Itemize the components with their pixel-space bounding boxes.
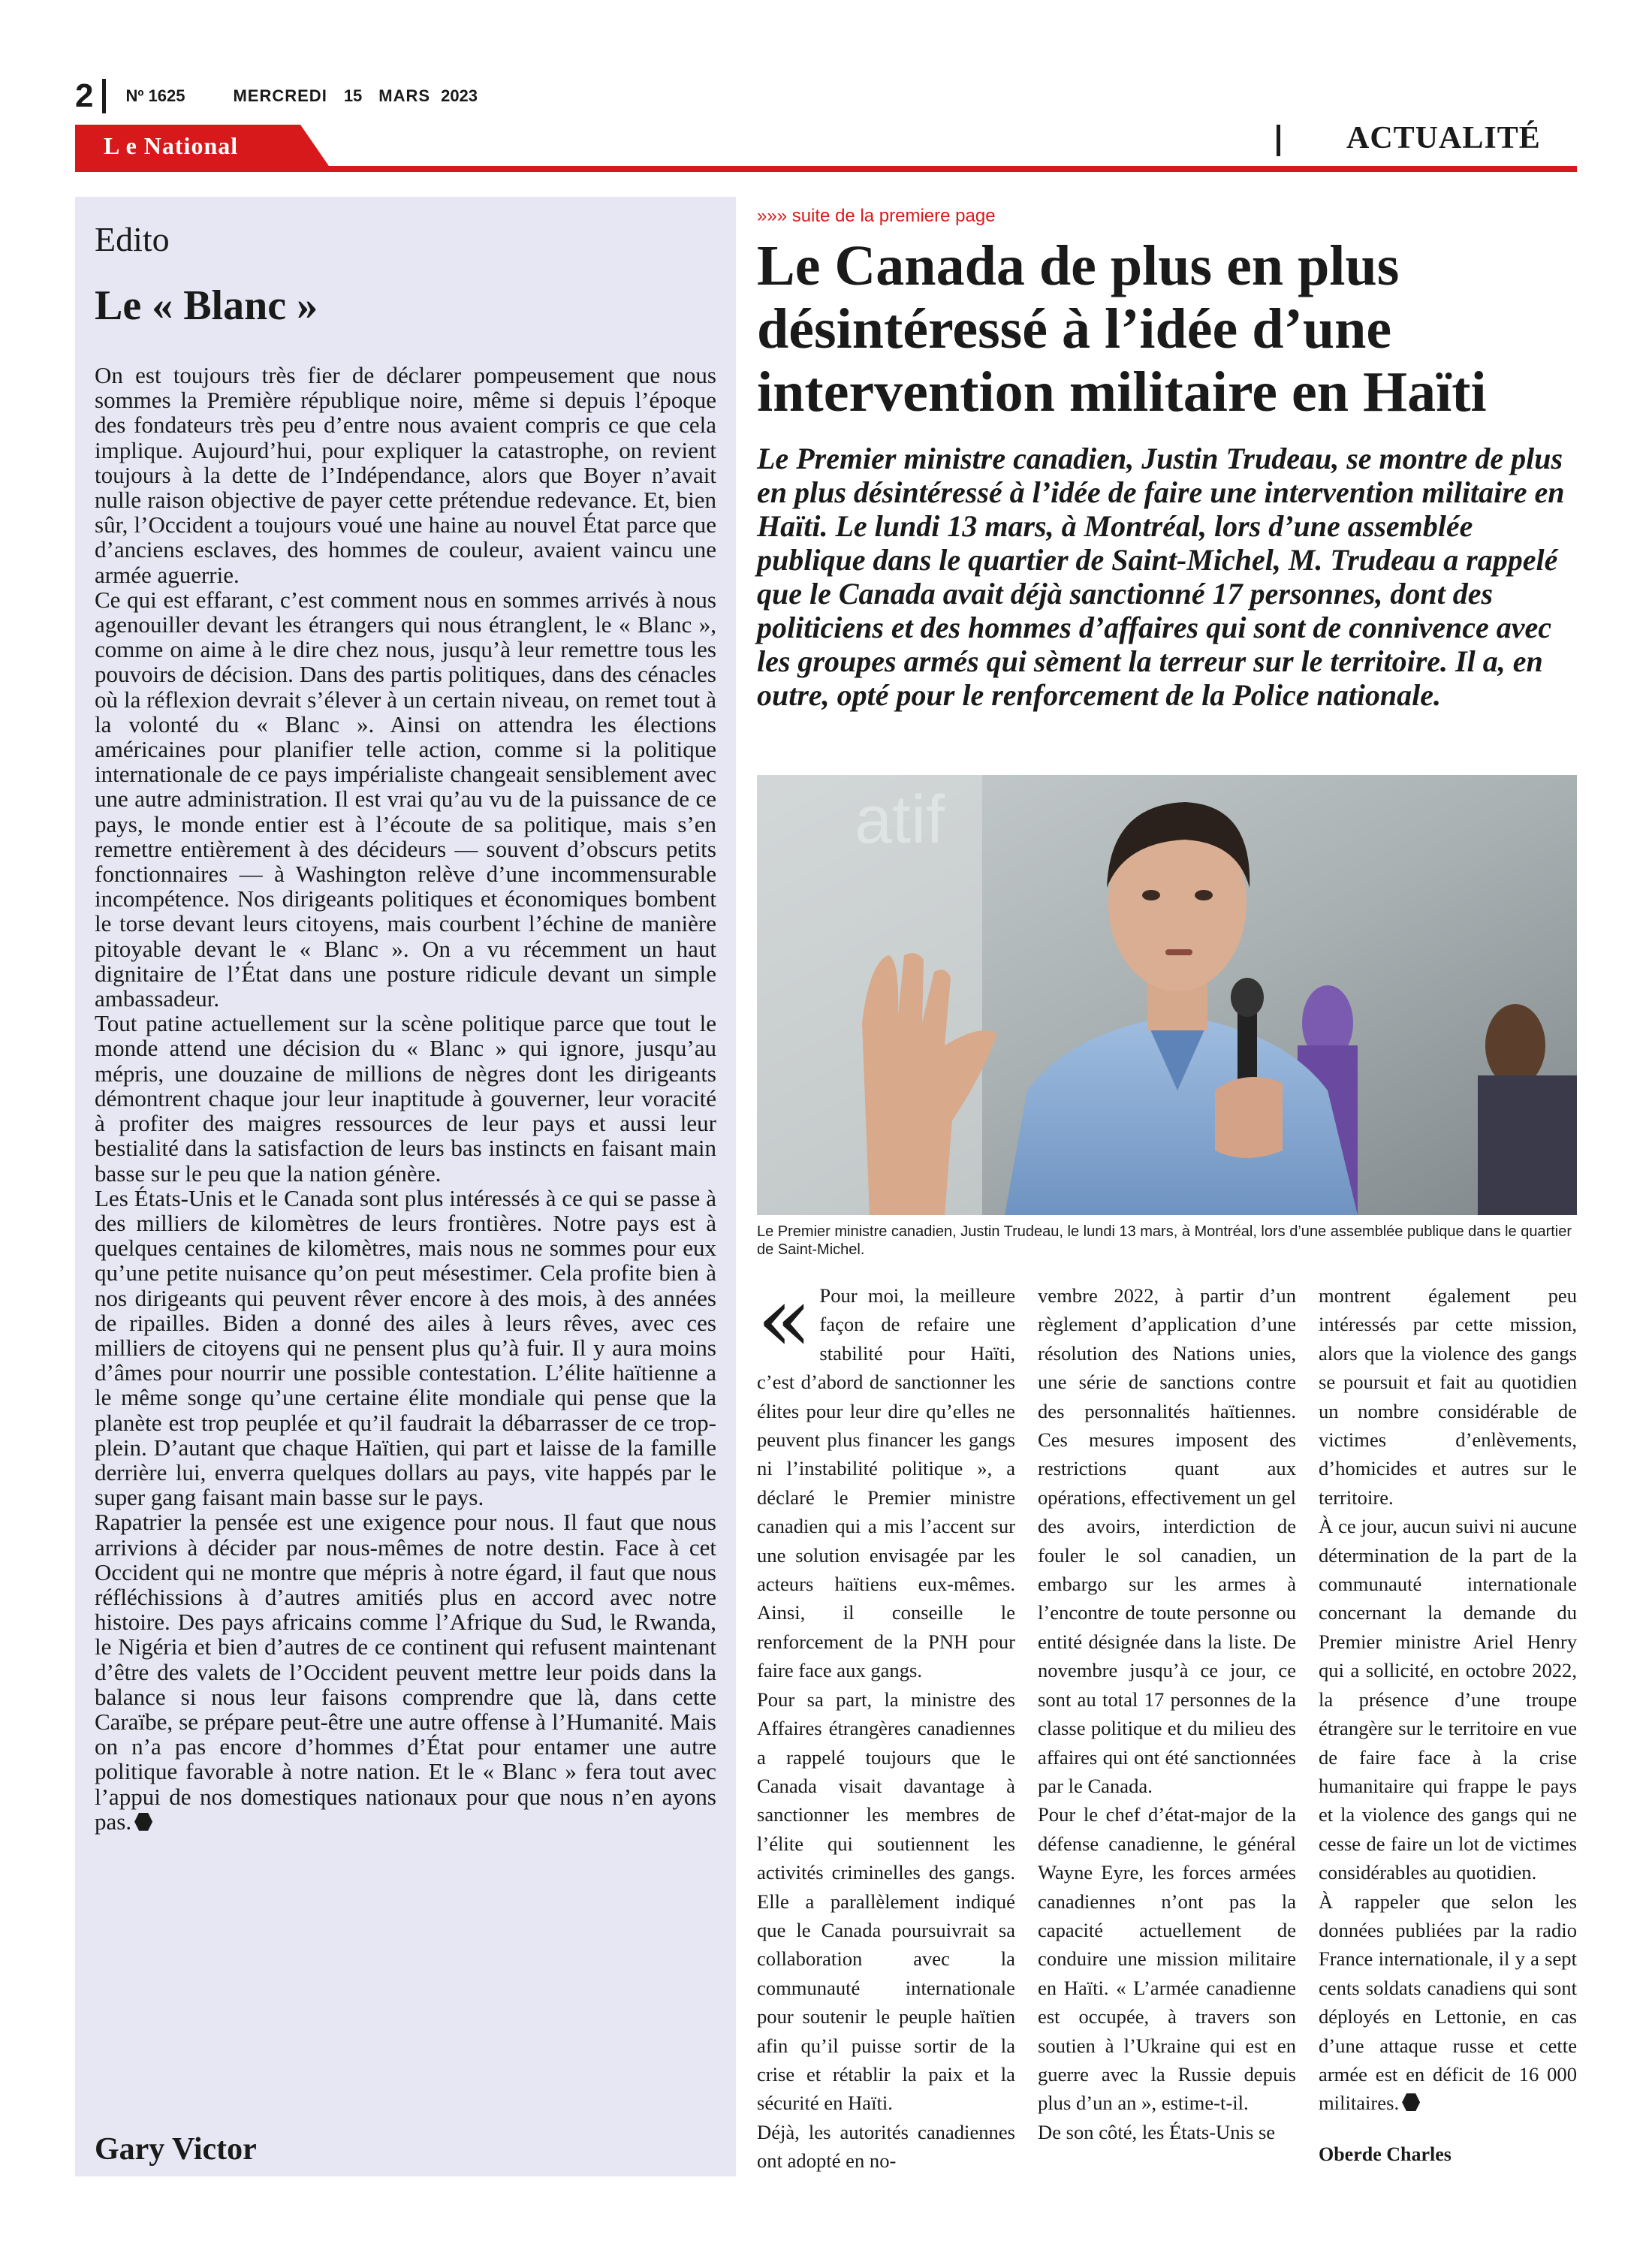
edito-paragraph: Tout patine actuellement sur la scène politique parce que tout le monde attend une décision du « Blanc » qui ignore, jusqu’au mépris, une douzaine de millions de nègres dont les dirigeants démontrent chaque jour leur inaptitude à gouverner, leur voracité à profiter des maigres ressources de leur pays et aussi leur bestialité dans la satisfaction de leurs bas instincts en faisant main basse sur le peu que la nation génère.: [95, 1010, 716, 1187]
issue-number: Nº 1625: [125, 86, 185, 105]
article-column-1: [757, 1268, 1015, 2182]
article-lead: Le Premier ministre canadien, Justin Trudeau, se montre de plus en plus désintéressé à l’idée de faire une intervention militaire en Haïti. Le lundi 13 mars, à Montréal, lors d’une assemblée publique dans le quartier de Saint-Michel, M. Trudeau a rappelé que le Canada avait déjà sanctionné 17 personnes, dont des politiciens et des hommes d’affaires qui sont de connivence avec les groupes armés qui sèment la terreur sur le territoire. Il a, en outre, opté pour le renforcement de la Police nationale.: [757, 442, 1565, 712]
page-header: [75, 77, 478, 114]
page-number: 2: [75, 77, 94, 114]
newspaper-brand: L e National: [104, 132, 239, 159]
header-red-rule: [75, 166, 1577, 172]
article-paragraph-text: Pour moi, la meilleure façon de refaire une stabilité pour Haïti, c’est d’abord de sanctionner les élites pour leur dire qu’elles ne peuvent plus financer les gangs ni l’instabilité politique », a déclaré le Premier ministre canadien qui a mis l’accent sur une solution envisagée par les acteurs haïtiens eux-mêmes. Ainsi, il conseille le renforcement de la PNH pour faire face aux gangs.: [757, 1284, 1015, 1682]
edito-paragraph-text: Rapatrier la pensée est une exigence pour nous. Il faut que nous arrivions à décider par nous-mêmes de notre destin. Face à cet Occident qui ne montre que mépris à notre égard, il faut que nous réfléchissions à d’autres amitiés plus en accord avec notre histoire. Des pays africains comme l’Afrique du Sud, le Rwanda, le Nigéria et bien d’autres de ce continent qui refusent maintenant d’être des valets de l’Occident peuvent mettre leur poids dans la balance si nous leur faisons comprendre que là, dans cette Caraïbe, se prépare peut-être une autre offense à l’Humanité. Mais on n’a pas encore d’hommes d’État pour entamer une autre politique favorable à notre nation. Et le « Blanc » fera tout avec l’appui de nos domestiques nationaux pour que nous n’en ayons pas.: [95, 1509, 716, 1835]
section-divider: [1277, 125, 1280, 156]
edito-paragraph: Ce qui est effarant, c’est comment nous en sommes arrivés à nous agenouiller devant les étrangers qui nous étranglent, le « Blanc », comme on aime à le dire chez nous, jusqu’à leur remettre tous les pouvoirs de décision. Dans des partis politiques, dans des cénacles où la réflexion devrait s’élever à un certain niveau, on remet tout à la volonté du « Blanc ». Ainsi on attendra les élections américaines pour planifier telle action, comme si la politique internationale de ce pays impérialiste changeait sensiblement avec une autre administration. Il est vrai qu’au vu de la puissance de ce pays, le monde entier est à l’écoute de sa politique, mais s’en remettre entièrement à des décideurs — souvent d’obscurs petits fonctionnaires — à Washington relève d’une incommensurable incompétence. Nos dirigeants politiques et économiques bombent le torse devant leurs citoyens, mais courbent l’échine de manière pitoyable devant le « Blanc ». On a vu récemment un haut dignitaire de l’État dans une posture ridicule devant un simple ambassadeur.: [95, 586, 716, 1012]
end-mark-icon: [1402, 2093, 1420, 2111]
issue-date-number: 15: [343, 86, 363, 105]
edito-author: Gary Victor: [95, 2132, 257, 2167]
article-paragraph-last: [1319, 1887, 1577, 2118]
edito-paragraph-last: [95, 1510, 716, 1834]
photo-caption: Le Premier ministre canadien, Justin Trudeau, le lundi 13 mars, à Montréal, lors d’une assemblée publique dans le quartier de Saint-Michel.: [757, 1223, 1572, 1258]
article-paragraph: vembre 2022, à partir d’un règlement d’application d’une résolution des Nations unies, une série de sanctions contre des personnalités haïtiennes. Ces mesures imposent des restrictions quant aux opérations, effectivement un gel des avoirs, interdiction de fouler le sol canadien, un embargo sur les armes à l’encontre de toute personne ou entité désignée dans la liste. De novembre jusqu’à ce jour, ce sont au total 17 personnes de la classe politique et du milieu des affaires qui ont été sanctionnées par le Canada.: [1038, 1284, 1296, 1797]
article-paragraph-first: [757, 1268, 1015, 1685]
article-paragraph: À ce jour, aucun suivi ni aucune détermination de la part de la communauté internationale concernant la demande du Premier ministre Ariel Henry qui a sollicité, en octobre 2022, la présence d’une troupe étrangère sur le territoire en vue de faire face à la crise humanitaire qui frappe le pays et la violence des gangs qui ne cesse de faire un lot de victimes considérables au quotidien.: [1319, 1515, 1577, 1884]
article-paragraph: Pour le chef d’état-major de la défense canadienne, le général Wayne Eyre, les forces armées canadiennes n’ont pas la capacité actuellement de conduire une mission militaire en Haïti. « L’armée canadienne est occupée, à travers son soutien à l’Ukraine qui est en guerre avec la Russie depuis plus d’un an », estime-t-il.: [1038, 1803, 1296, 2115]
photo-illustration: [757, 775, 1577, 1215]
article-paragraph: De son côté, les États-Unis se: [1038, 2120, 1276, 2143]
article-column-2: [1038, 1281, 1296, 2182]
section-title: ACTUALITÉ: [1346, 121, 1541, 155]
article-column-3: [1319, 1281, 1577, 2182]
edito-body: [95, 363, 716, 1834]
edito-box: [75, 197, 736, 2176]
issue-year: 2023: [441, 86, 478, 105]
article-paragraph-text: À rappeler que selon les données publiées par la radio France internationale, il y a sept cents soldats canadiens qui sont déployés en Lettonie, en cas d’une attaque russe et cette armée est en déficit de 16 000 militaires.: [1319, 1890, 1577, 2115]
article-paragraph: montrent également peu intéressés par cette mission, alors que la violence des gangs se poursuit et fait au quotidien un nombre considérable de victimes d’enlèvements, d’homicides et autres sur le territoire.: [1319, 1284, 1577, 1509]
svg-text:atif: atif: [855, 783, 945, 858]
end-mark-icon: [134, 1813, 152, 1831]
issue-month: MARS: [378, 86, 431, 105]
edito-label: Edito: [95, 220, 170, 258]
drop-quote-mark: «: [757, 1268, 812, 1372]
edito-paragraph: Les États-Unis et le Canada sont plus intéressés à ce qui se passe à des milliers de kilomètres de leurs frontières. Notre pays est à quelques centaines de kilomètres, mais nous ne sommes pour eux qu’une petite nuisance qu’on peut mésestimer. Cela profite bien à nos dirigeants qui peuvent rêver encore à des mois, à des années de ripailles. Biden a donné des ailes à leurs rêves, avec ces milliers de citoyens qui ne pensent plus qu’à fuir. Il y aura moins d’âmes pour nourrir une possible contestation. L’élite haïtienne a le même songe qu’une certaine élite mondiale qui pense que la planète est trop peuplée et qu’il faudrait la débarrasser de ce trop-plein. D’autant que chaque Haïtien, qui part et laisse de la famille derrière lui, enverra quelques dollars au pays, vite happés par le super gang faisant main basse sur le pays.: [95, 1184, 716, 1511]
article-paragraph: Pour sa part, la ministre des Affaires étrangères canadiennes a rappelé toujours que le Canada visait davantage à sanctionner les membres de l’élite qui soutiennent les activités criminelles des gangs. Elle a parallèlement indiqué que le Canada poursuivrait sa collaboration avec la communauté internationale pour soutenir le peuple haïtien afin qu’il puisse sortir de la crise et rétablir la paix et la sécurité en Haïti.: [757, 1687, 1015, 2115]
article-kicker: »»» suite de la premiere page: [757, 206, 996, 226]
article-photo: [757, 775, 1577, 1215]
header-divider: [102, 79, 106, 113]
article-title: Le Canada de plus en plus désintéressé à l’idée d’une intervention militaire en Haïti: [757, 234, 1487, 424]
article-author: Oberde Charles: [1319, 2143, 1452, 2165]
article-paragraph: Déjà, les autorités canadiennes ont adopté en no-: [757, 2120, 1015, 2173]
article-columns: [757, 1268, 1577, 2182]
issue-day: MERCREDI: [233, 86, 327, 105]
edito-title: Le « Blanc »: [95, 282, 318, 329]
edito-paragraph: On est toujours très fier de déclarer pompeusement que nous sommes la Première république noire, même si depuis l’époque des fondateurs très peu d’entre nous avaient compris ce que cela implique. Aujourd’hui, pour expliquer la catastrophe, on revient toujours à la dette de l’Indépendance, alors que Boyer n’avait nulle raison objective de payer cette prétendue redevance. Et, bien sûr, l’Occident a toujours voué une haine au nouvel État parce que d’anciens esclaves, des hommes de couleur, avaient vaincu une armée aguerrie.: [95, 362, 716, 588]
